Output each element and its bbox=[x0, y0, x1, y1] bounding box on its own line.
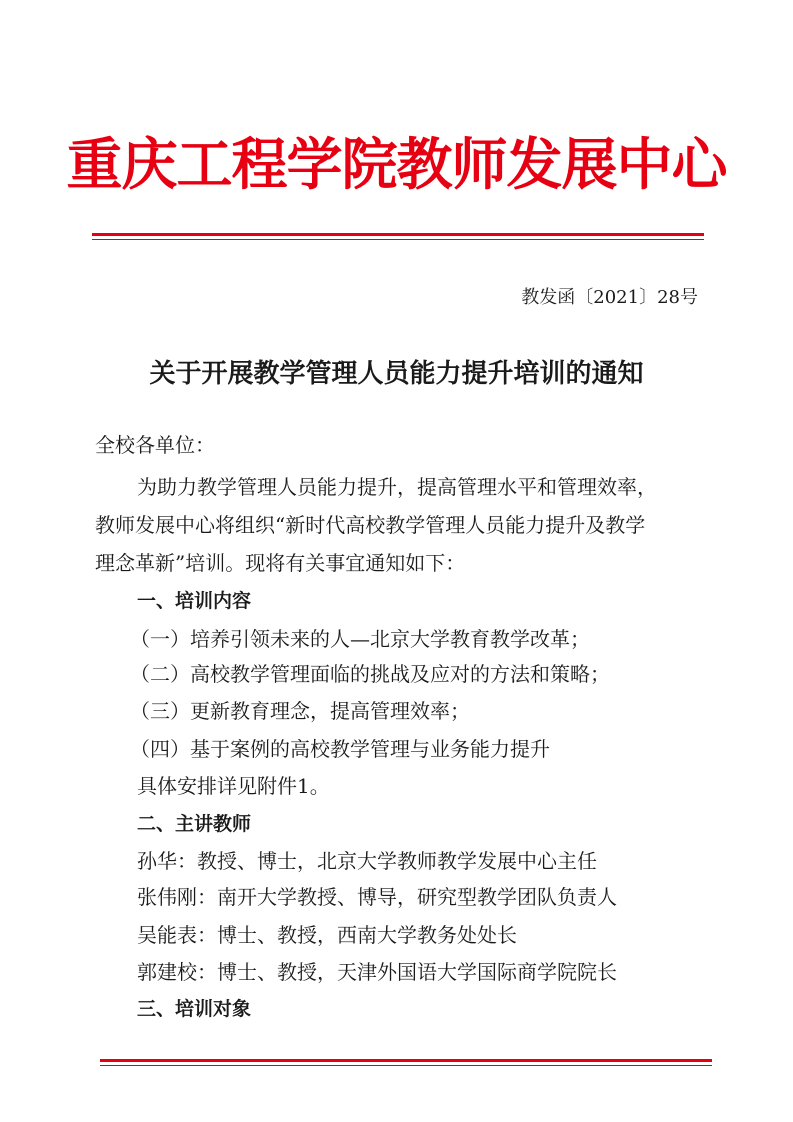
footer-rule-thick bbox=[100, 1059, 712, 1062]
list-item: 郭建校：博士、教授，天津外国语大学国际商学院院长 bbox=[137, 960, 617, 984]
section-heading: 三、培训对象 bbox=[137, 998, 252, 1020]
section-heading: 二、主讲教师 bbox=[137, 813, 252, 835]
list-item: （二）高校教学管理面临的挑战及应对的方法和策略； bbox=[130, 662, 610, 686]
intro-line: 为助力教学管理人员能力提升，提高管理水平和管理效率， bbox=[137, 475, 657, 499]
header-rule-thick bbox=[92, 233, 704, 236]
document-number: 教发函〔2021〕28号 bbox=[521, 287, 698, 308]
list-item: （四）基于案例的高校教学管理与业务能力提升 bbox=[130, 737, 550, 761]
section-heading: 一、培训内容 bbox=[137, 590, 252, 612]
footer-rule-thin bbox=[100, 1065, 712, 1066]
list-item: 具体安排详见附件1。 bbox=[137, 774, 330, 798]
org-masthead-title: 重庆工程学院教师发展中心 bbox=[66, 133, 727, 198]
list-item: 张伟刚：南开大学教授、博导，研究型教学团队负责人 bbox=[137, 885, 617, 909]
list-item: 吴能表：博士、教授，西南大学教务处处长 bbox=[137, 923, 517, 947]
header-rule-thin bbox=[92, 239, 704, 240]
intro-line: 教师发展中心将组织“新时代高校教学管理人员能力提升及教学 bbox=[95, 513, 646, 537]
notice-title: 关于开展教学管理人员能力提升培训的通知 bbox=[149, 359, 644, 389]
intro-line: 理念革新”培训。现将有关事宜通知如下： bbox=[95, 551, 466, 575]
list-item: 孙华：教授、博士，北京大学教师教学发展中心主任 bbox=[137, 849, 597, 873]
list-item: （三）更新教育理念，提高管理效率； bbox=[130, 699, 470, 723]
salutation: 全校各单位： bbox=[95, 433, 215, 457]
list-item: （一）培养引领未来的人—北京大学教育教学改革； bbox=[130, 627, 590, 651]
